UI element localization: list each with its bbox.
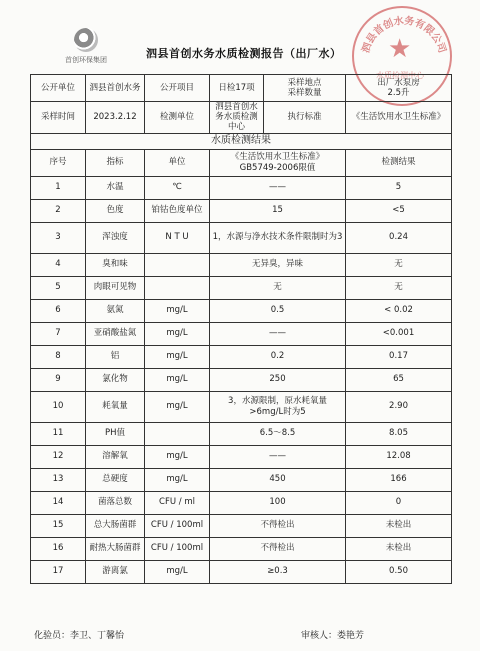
table-row xyxy=(31,222,452,253)
table-row xyxy=(31,276,452,299)
row-no: 1 xyxy=(31,176,86,199)
row-unit: mg/L xyxy=(145,391,210,422)
row-indicator: 总大肠菌群 xyxy=(86,514,145,537)
row-unit: CFU / 100ml xyxy=(145,514,210,537)
row-no: 6 xyxy=(31,299,86,322)
place-qty-value xyxy=(346,75,452,102)
row-result: 5 xyxy=(346,176,452,199)
row-no: 14 xyxy=(31,491,86,514)
table-row xyxy=(31,514,452,537)
report-table xyxy=(30,74,452,584)
row-indicator: 肉眼可见物 xyxy=(86,276,145,299)
row-limit: —— xyxy=(210,176,346,199)
row-result: 未检出 xyxy=(346,514,452,537)
table-row xyxy=(31,253,452,276)
row-no: 4 xyxy=(31,253,86,276)
row-no: 15 xyxy=(31,514,86,537)
header-no: 序号 xyxy=(31,149,86,176)
row-indicator: 臭和味 xyxy=(86,253,145,276)
row-unit: mg/L xyxy=(145,445,210,468)
row-unit: mg/L xyxy=(145,322,210,345)
row-result: 0.50 xyxy=(346,560,452,583)
row-indicator: 总硬度 xyxy=(86,468,145,491)
qty-value: 2.5升 xyxy=(387,88,410,98)
table-row xyxy=(31,322,452,345)
row-no: 8 xyxy=(31,345,86,368)
place-qty-label xyxy=(264,75,346,102)
row-limit: 100 xyxy=(210,491,346,514)
row-no: 11 xyxy=(31,422,86,445)
item-label: 公开项目 xyxy=(145,75,210,102)
table-row xyxy=(31,199,452,222)
row-unit: mg/L xyxy=(145,299,210,322)
row-unit xyxy=(145,253,210,276)
header-unit: 单位 xyxy=(145,149,210,176)
qty-label: 采样数量 xyxy=(287,88,322,98)
logo-text: 首创环保集团 xyxy=(65,56,107,64)
header-limit xyxy=(210,149,346,176)
row-indicator: 氨氮 xyxy=(86,299,145,322)
row-limit: 不得检出 xyxy=(210,514,346,537)
row-indicator: PH值 xyxy=(86,422,145,445)
item-value: 日检17项 xyxy=(210,75,264,102)
inspectors: 化验员：李卫、丁馨怡 xyxy=(34,631,125,641)
results-header-row xyxy=(31,149,452,176)
row-limit: 450 xyxy=(210,468,346,491)
table-row xyxy=(31,368,452,391)
row-unit: mg/L xyxy=(145,368,210,391)
row-unit: mg/L xyxy=(145,468,210,491)
seal-ring-text: 泗县首创水务有限公司 xyxy=(360,15,448,55)
logo-mark-icon xyxy=(74,28,98,52)
report-title: 泗县首创水务水质检测报告（出厂水） xyxy=(146,47,342,60)
row-limit: 无异臭，异味 xyxy=(210,253,346,276)
row-unit: 铂钴色度单位 xyxy=(145,199,210,222)
row-no: 9 xyxy=(31,368,86,391)
table-row xyxy=(31,176,452,199)
row-no: 3 xyxy=(31,222,86,253)
place-label: 采样地点 xyxy=(287,77,322,88)
row-unit xyxy=(145,422,210,445)
row-limit: 0.2 xyxy=(210,345,346,368)
row-indicator: 耗氧量 xyxy=(86,391,145,422)
company-logo xyxy=(54,28,118,65)
row-limit: 不得检出 xyxy=(210,537,346,560)
seal-star-icon: ★ xyxy=(388,34,412,64)
std-label: 执行标准 xyxy=(264,102,346,134)
row-indicator: 耐热大肠菌群 xyxy=(86,537,145,560)
row-unit: N T U xyxy=(145,222,210,253)
row-limit: 250 xyxy=(210,368,346,391)
table-row xyxy=(31,299,452,322)
row-no: 17 xyxy=(31,560,86,583)
row-result: 0.24 xyxy=(346,222,452,253)
row-indicator: 氯化物 xyxy=(86,368,145,391)
row-limit: ≥0.3 xyxy=(210,560,346,583)
table-row xyxy=(31,560,452,583)
row-indicator: 铝 xyxy=(86,345,145,368)
row-no: 10 xyxy=(31,391,86,422)
row-indicator: 溶解氧 xyxy=(86,445,145,468)
row-limit: 无 xyxy=(210,276,346,299)
row-limit: —— xyxy=(210,445,346,468)
row-result: 2.90 xyxy=(346,391,452,422)
result-rows xyxy=(31,176,452,583)
row-limit: 15 xyxy=(210,199,346,222)
row-indicator: 亚硝酸盐氮 xyxy=(86,322,145,345)
row-result: 0 xyxy=(346,491,452,514)
header-indicator: 指标 xyxy=(86,149,145,176)
row-no: 5 xyxy=(31,276,86,299)
time-label: 采样时间 xyxy=(31,102,86,134)
row-result: 65 xyxy=(346,368,452,391)
row-unit xyxy=(145,276,210,299)
info-row-1 xyxy=(31,75,452,102)
place-value: 出厂水泵房 xyxy=(377,77,420,88)
row-no: 16 xyxy=(31,537,86,560)
row-result: 无 xyxy=(346,276,452,299)
row-limit: 6.5～8.5 xyxy=(210,422,346,445)
row-unit: CFU / ml xyxy=(145,491,210,514)
unit-value: 泗县首创水务 xyxy=(86,75,145,102)
section-title-row xyxy=(31,133,452,149)
table-row xyxy=(31,468,452,491)
row-indicator: 菌落总数 xyxy=(86,491,145,514)
row-indicator: 水温 xyxy=(86,176,145,199)
dept-label: 检测单位 xyxy=(145,102,210,134)
row-unit: mg/L xyxy=(145,345,210,368)
row-indicator: 浑浊度 xyxy=(86,222,145,253)
dept-value: 泗县首创水务水质检测中心 xyxy=(210,102,264,134)
info-row-2 xyxy=(31,102,452,134)
row-result: 166 xyxy=(346,468,452,491)
table-row xyxy=(31,391,452,422)
row-no: 13 xyxy=(31,468,86,491)
row-result: 12.08 xyxy=(346,445,452,468)
row-result: 8.05 xyxy=(346,422,452,445)
row-unit: ℃ xyxy=(145,176,210,199)
header-limit-line1: 《生活饮用水卫生标准》 xyxy=(230,152,325,163)
time-value: 2023.2.12 xyxy=(86,102,145,134)
row-result: < 0.02 xyxy=(346,299,452,322)
header-limit-line2: GB5749-2006限值 xyxy=(239,162,316,173)
row-unit: CFU / 100ml xyxy=(145,537,210,560)
table-row xyxy=(31,445,452,468)
row-limit: 1，水源与净水技术条件限制时为3 xyxy=(210,222,346,253)
row-result: 0.17 xyxy=(346,345,452,368)
table-row xyxy=(31,422,452,445)
section-title: 水质检测结果 xyxy=(31,133,452,149)
row-no: 7 xyxy=(31,322,86,345)
table-row xyxy=(31,537,452,560)
table-row xyxy=(31,345,452,368)
row-unit: mg/L xyxy=(145,560,210,583)
row-result: <5 xyxy=(346,199,452,222)
std-value: 《生活饮用水卫生标准》 xyxy=(346,102,452,134)
reviewer: 审核人：娄艳芳 xyxy=(301,631,365,641)
row-no: 12 xyxy=(31,445,86,468)
seal-bottom-text: 水质检测中心 xyxy=(376,71,424,80)
row-limit: 0.5 xyxy=(210,299,346,322)
table-row xyxy=(31,491,452,514)
row-indicator: 色度 xyxy=(86,199,145,222)
row-result: <0.001 xyxy=(346,322,452,345)
svg-text:泗县首创水务有限公司 xyxy=(359,14,450,55)
header-result: 检测结果 xyxy=(346,149,452,176)
row-indicator: 游离氯 xyxy=(86,560,145,583)
unit-label: 公开单位 xyxy=(31,75,86,102)
row-result: 无 xyxy=(346,253,452,276)
row-limit: 3，水源限制，原水耗氧量>6mg/L时为5 xyxy=(210,391,346,422)
row-no: 2 xyxy=(31,199,86,222)
row-result: 未检出 xyxy=(346,537,452,560)
row-limit: —— xyxy=(210,322,346,345)
